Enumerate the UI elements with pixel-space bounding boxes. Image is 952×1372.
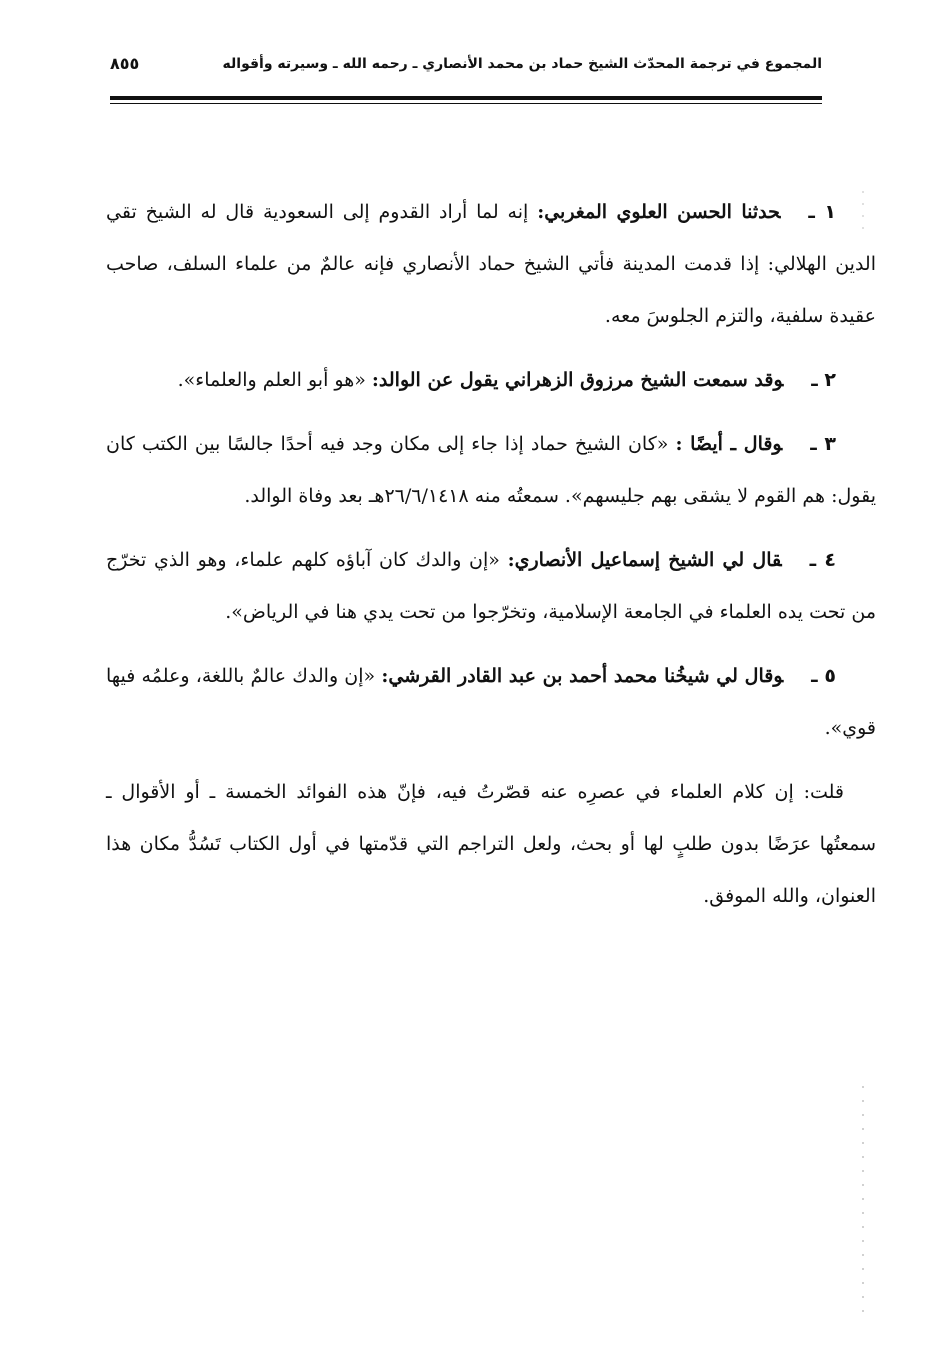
paragraph-5 xyxy=(106,650,876,754)
speaker-attribution: وقال ـ أيضًا : xyxy=(675,433,783,455)
paragraph-number: ٢ ـ xyxy=(811,369,836,391)
paragraph-number: ٤ ـ xyxy=(809,549,837,571)
header-rule-thick xyxy=(110,96,822,100)
page-header xyxy=(110,50,822,84)
author-note: قلت: إن كلام العلماء في عصرِه عنه قصّرتُ فيه، فإنّ هذه الفوائد الخمسة ـ أو الأقوال ـ سمعتُها عرَضًا بدون طلبٍ لها أو بحث، ولعل التراجم التي قدّمتها في أول الكتاب تَسُدُّ مكان هذا العنوان، والله الموفق. xyxy=(106,781,876,907)
paragraph-text: إنه لما أراد القدوم إلى السعودية قال له الشيخ تقي الدين الهلالي: إذا قدمت المدينة فأتي الشيخ حماد الأنصاري فإنه عالمٌ من علماء السلف، صاحب عقيدة سلفية، والتزم الجلوسَ معه. xyxy=(106,201,876,327)
paragraph-4 xyxy=(106,534,876,638)
speaker-attribution: وقال لي شيخُنا محمد أحمد بن عبد القادر القرشي: xyxy=(381,665,784,687)
body-text xyxy=(106,186,876,934)
paragraph-text: «هو أبو العلم والعلماء». xyxy=(177,369,372,391)
header-rule-thin xyxy=(110,103,822,104)
page-number: ٨٥٥ xyxy=(110,54,140,73)
speaker-attribution: وقد سمعت الشيخ مرزوق الزهراني يقول عن الوالد: xyxy=(371,369,784,391)
paragraph-text: «إن والدك عالمٌ باللغة، وعلمُه فيها قوي». xyxy=(106,665,876,739)
speaker-attribution: حدثنا الحسن العلوي المغربي: xyxy=(537,201,781,223)
paragraph-number: ١ ـ xyxy=(808,201,836,223)
paragraph-1 xyxy=(106,186,876,342)
paragraph-number: ٥ ـ xyxy=(811,665,836,687)
paragraph-number: ٣ ـ xyxy=(810,433,837,455)
speaker-attribution: قال لي الشيخ إسماعيل الأنصاري: xyxy=(507,549,782,571)
paragraph-text: «إن والدك كان آباؤه كلهم علماء، وهو الذي تخرّج من تحت يده العلماء في الجامعة الإسلامية، وتخرّجوا من تحت يدي هنا في الرياض». xyxy=(106,549,876,623)
paragraph-text: «كان الشيخ حماد إذا جاء إلى مكان وجد فيه أحدًا جالسًا بين الكتب كان يقول: هم القوم لا يشقى بهم جليسهم». سمعتُه منه ٢٦/٦/١٤١٨هـ بعد وفاة الوالد. xyxy=(106,433,876,507)
margin-dots-bottom xyxy=(862,1080,864,1320)
running-header-title: المجموع في ترجمة المحدّث الشيخ حماد بن محمد الأنصاري ـ رحمه الله ـ وسيرته وأقواله xyxy=(222,56,822,72)
paragraph-3 xyxy=(106,418,876,522)
paragraph-2 xyxy=(106,354,876,406)
